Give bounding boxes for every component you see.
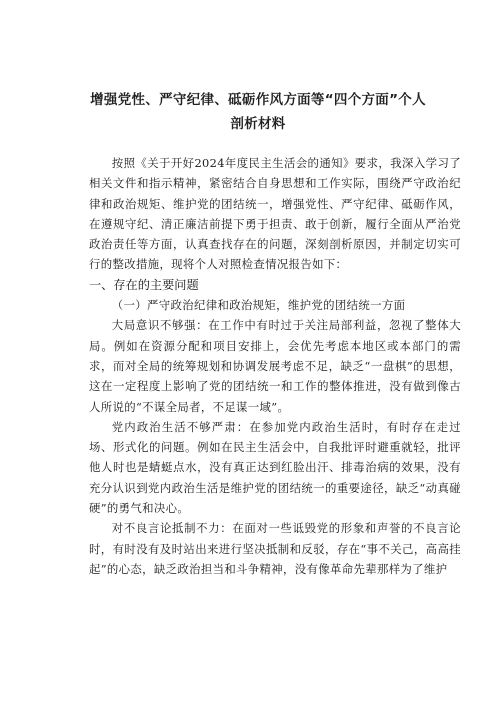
body-paragraph: 大局意识不够强：在工作中有时过于关注局部利益，忽视了整体大局。例如在资源分配和项目安排上，会优先考虑本地区或本部门的需求，而对全局的统筹规划和协调发展考虑不足，缺乏“一盘棋”的思想，这在一定程度上影响了党的团结统一和工作的整体推进，没有做到像古人所说的“不谋全局者，不足谋一域”。 [89, 318, 461, 414]
body-paragraph: 党内政治生活不够严肃：在参加党内政治生活时，有时存在走过场、形式化的问题。例如在民主生活会中，自我批评时避重就轻，批评他人时也是蜻蜓点水，没有真正达到红脸出汗、排毒治病的效果，没有充分认识到党内政治生活是维护党的团结统一的重要途径，缺乏“动真碰硬”的勇气和决心。 [89, 419, 461, 516]
body-paragraph: 对不良言论抵制不力：在面对一些诋毁党的形象和声誉的不良言论时，有时没有及时站出来进行坚决抵制和反驳，存在“事不关己，高高挂起”的心态，缺乏政治担当和斗争精神，没有像革命先辈那样为了维护 [89, 521, 461, 576]
intro-paragraph: 按照《关于开好2024年度民主生活会的通知》要求，我深入学习了相关文件和指示精神，紧密结合自身思想和工作实际，围绕严守政治纪律和政治规矩、维护党的团结统一，增强党性、严守纪律、砥砺作风，在遵规守纪、清正廉洁前提下勇于担责、敢于创新，履行全面从严治党政治责任等方面，认真查找存在的问题，深刻剖析原因，并制定切实可行的整改措施，现将个人对照检查情况报告如下： [89, 156, 461, 272]
subsection-heading: （一）严守政治纪律和政治规矩，维护党的团结统一方面 [111, 298, 406, 313]
section-heading: 一、存在的主要问题 [89, 277, 199, 292]
document-body [89, 153, 461, 579]
document-title: 增强党性、严守纪律、砥砺作风方面等“四个方面”个人剖析材料 [90, 92, 426, 132]
